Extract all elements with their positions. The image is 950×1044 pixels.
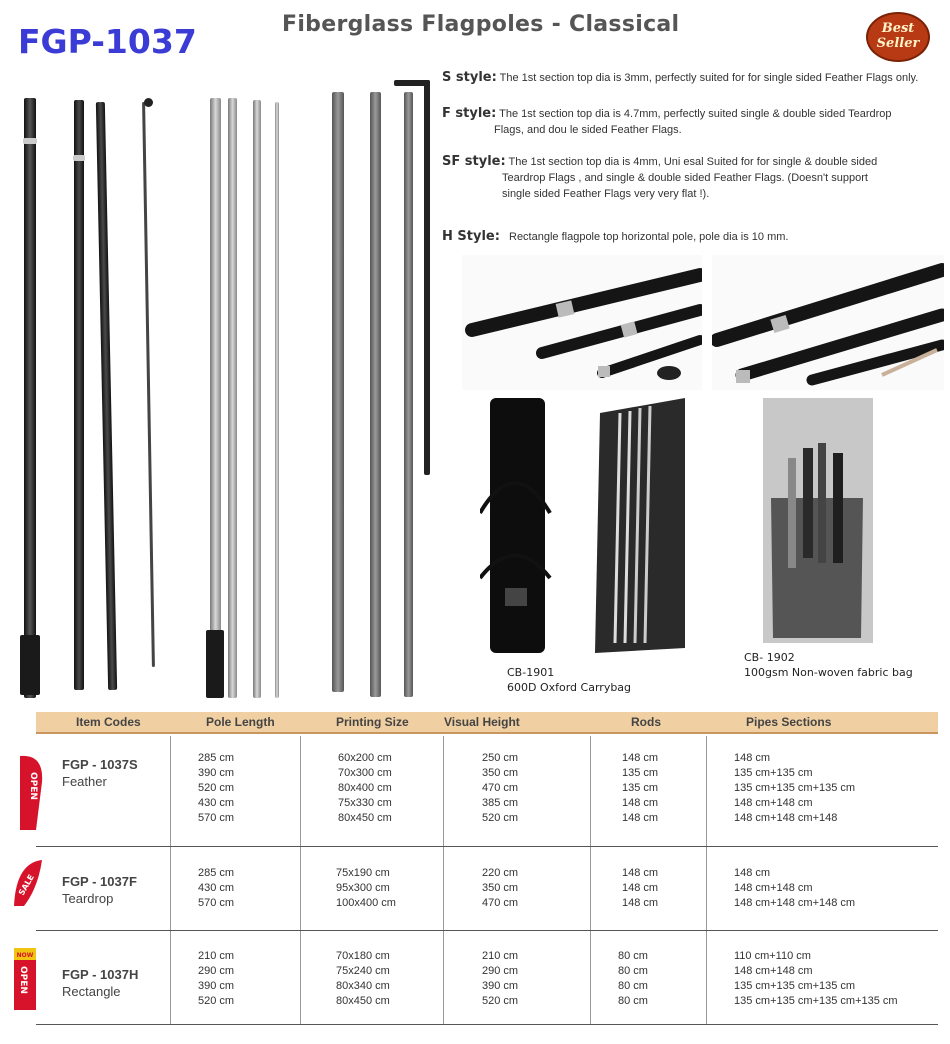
- pole-grip: [206, 630, 224, 698]
- pole-length-cell: [198, 866, 234, 911]
- cell-value: 470 cm: [482, 782, 519, 794]
- feather-flag-text: OPEN: [28, 772, 38, 800]
- item-code-cell: [62, 756, 138, 790]
- cell-value: 135 cm+135 cm+135 cm: [734, 782, 856, 794]
- rectangle-flag-text: OPEN: [18, 966, 28, 994]
- style-desc: Flags, and dou le sided Feather Flags.: [494, 124, 682, 136]
- cell-value: 135 cm: [622, 767, 659, 779]
- carrybag-illustration: [480, 393, 690, 663]
- pole-joints-illustration: [462, 255, 702, 390]
- cell-value: 250 cm: [482, 752, 519, 764]
- product-code-title: FGP-1037: [18, 22, 197, 61]
- cell-value: 110 cm+110 cm: [734, 950, 811, 962]
- cell-value: 80x400 cm: [338, 782, 392, 794]
- black-pole-2: [74, 100, 84, 690]
- nonwoven-bag-illustration: [763, 398, 873, 643]
- grey-pole-2: [370, 92, 381, 697]
- rectangle-flag-icon: [12, 946, 38, 1012]
- cell-value: 75x190 cm: [336, 867, 390, 879]
- bag-desc: 600D Oxford Carrybag: [507, 681, 632, 694]
- h-pole-vertical: [424, 80, 430, 475]
- cell-value: 470 cm: [482, 897, 519, 909]
- black-pole-4: [142, 102, 155, 667]
- bag-desc: 100gsm Non-woven fabric bag: [744, 666, 913, 679]
- cell-value: 430 cm: [198, 797, 235, 809]
- cell-value: 520 cm: [482, 995, 519, 1007]
- cell-value: 520 cm: [198, 995, 235, 1007]
- cell-value: 80 cm: [618, 950, 648, 962]
- cell-value: 70x180 cm: [336, 950, 390, 962]
- silver-pole-4: [275, 102, 279, 698]
- cell-value: 285 cm: [198, 752, 235, 764]
- page-title: Fiberglass Flagpoles - Classical: [282, 12, 680, 37]
- col-divider: [443, 736, 444, 1024]
- cell-value: 290 cm: [198, 965, 235, 977]
- flagpole-photo: [10, 80, 440, 705]
- style-desc: Rectangle flagpole top horizontal pole, pole dia is 10 mm.: [509, 231, 789, 243]
- pipes-cell: [734, 949, 898, 1009]
- pole-joints-illustration: [712, 255, 944, 390]
- cell-value: 148 cm+148 cm: [734, 797, 813, 809]
- col-divider: [706, 736, 707, 1024]
- pipes-cell: [734, 751, 855, 826]
- cell-value: 135 cm: [622, 782, 659, 794]
- cell-value: 80x450 cm: [336, 995, 390, 1007]
- cell-value: 285 cm: [198, 867, 235, 879]
- printing-size-cell: [336, 949, 390, 1009]
- cell-value: 148 cm: [622, 897, 659, 909]
- pole-grip: [20, 635, 40, 695]
- style-label: H Style:: [442, 229, 500, 244]
- col-divider: [590, 736, 591, 1024]
- cell-value: 70x300 cm: [338, 767, 392, 779]
- bag-caption-1901: [507, 665, 631, 695]
- feather-flag-icon: [14, 752, 46, 834]
- cell-value: 350 cm: [482, 767, 519, 779]
- th-pipes-sections: Pipes Sections: [746, 715, 832, 729]
- item-code-cell: [62, 873, 137, 907]
- visual-height-cell: [482, 751, 518, 826]
- cell-value: 80 cm: [618, 980, 648, 992]
- printing-size-cell: [338, 751, 392, 826]
- cell-value: 148 cm+148 cm+148: [734, 812, 838, 824]
- col-divider: [170, 736, 171, 1024]
- visual-height-cell: [482, 866, 518, 911]
- cell-value: 520 cm: [198, 782, 235, 794]
- style-h: [442, 229, 947, 245]
- silver-pole-1: [210, 98, 221, 698]
- style-desc: The 1st section top dia is 3mm, perfectly suited for for single sided Feather Flags only.: [499, 72, 919, 84]
- teardrop-flag-text: SALE: [16, 873, 36, 897]
- cell-value: 148 cm: [622, 882, 659, 894]
- cell-value: 148 cm: [622, 752, 659, 764]
- rods-cell: [622, 751, 658, 826]
- cell-value: 80 cm: [618, 995, 648, 1007]
- cell-value: 210 cm: [482, 950, 519, 962]
- item-type: Teardrop: [62, 891, 114, 906]
- cell-value: 350 cm: [482, 882, 519, 894]
- grey-pole-1: [332, 92, 344, 692]
- black-pole-3: [96, 102, 117, 690]
- bag-code: CB-1901: [507, 666, 555, 679]
- cell-value: 390 cm: [482, 980, 519, 992]
- pipes-cell: [734, 866, 855, 911]
- style-desc: The 1st section top dia is 4.7mm, perfectly suited single & double sided Teardrop: [499, 108, 892, 120]
- spec-table-header: [36, 712, 938, 734]
- bag-caption-1902: [744, 650, 913, 680]
- cell-value: 135 cm+135 cm: [734, 767, 813, 779]
- cell-value: 148 cm: [622, 797, 659, 809]
- cell-value: 570 cm: [198, 812, 235, 824]
- cell-value: 135 cm+135 cm+135 cm: [734, 980, 856, 992]
- cell-value: 390 cm: [198, 767, 235, 779]
- cell-value: 290 cm: [482, 965, 519, 977]
- cell-value: 60x200 cm: [338, 752, 392, 764]
- printing-size-cell: [336, 866, 396, 911]
- best-seller-badge: Best Seller: [866, 12, 930, 62]
- row-divider: [36, 930, 938, 931]
- th-rods: Rods: [631, 715, 661, 729]
- th-visual-height: Visual Height: [444, 715, 520, 729]
- item-code: FGP - 1037F: [62, 874, 137, 889]
- cell-value: 148 cm: [622, 867, 659, 879]
- cell-value: 430 cm: [198, 882, 235, 894]
- item-code: FGP - 1037H: [62, 967, 139, 982]
- silver-pole-3: [253, 100, 261, 698]
- pole-length-cell: [198, 949, 234, 1009]
- silver-pole-2: [228, 98, 237, 698]
- item-code: FGP - 1037S: [62, 757, 138, 772]
- item-type: Rectangle: [62, 984, 121, 999]
- row-divider: [36, 1024, 938, 1025]
- cell-value: 100x400 cm: [336, 897, 396, 909]
- cell-value: 148 cm+148 cm+148 cm: [734, 897, 856, 909]
- bag-code: CB- 1902: [744, 651, 795, 664]
- carrybag-photo: [480, 393, 690, 663]
- teardrop-flag-icon: [10, 858, 46, 908]
- col-divider: [300, 736, 301, 1024]
- cell-value: 520 cm: [482, 812, 519, 824]
- rectangle-flag-text-top: NOW: [16, 952, 34, 959]
- style-label: S style:: [442, 70, 497, 85]
- pole-length-cell: [198, 751, 234, 826]
- cell-value: 148 cm: [734, 867, 771, 879]
- cell-value: 75x240 cm: [336, 965, 390, 977]
- style-sf: [442, 154, 947, 202]
- cell-value: 80x340 cm: [336, 980, 390, 992]
- th-pole-length: Pole Length: [206, 715, 275, 729]
- style-desc: The 1st section top dia is 4mm, Uni esal Suited for for single & double sided: [508, 156, 878, 168]
- pole-tip: [144, 98, 153, 107]
- pole-joint: [73, 155, 85, 161]
- rods-cell: [618, 949, 648, 1009]
- cell-value: 75x330 cm: [338, 797, 392, 809]
- pole-joint: [23, 138, 37, 144]
- cell-value: 135 cm+135 cm+135 cm+135 cm: [734, 995, 898, 1007]
- cell-value: 390 cm: [198, 980, 235, 992]
- pole-joint-photo-2: [712, 255, 944, 390]
- cell-value: 148 cm: [622, 812, 659, 824]
- cell-value: 80x450 cm: [338, 812, 392, 824]
- cell-value: 95x300 cm: [336, 882, 390, 894]
- row-divider: [36, 846, 938, 847]
- nonwoven-bag-photo: [763, 398, 873, 643]
- style-desc: single sided Feather Flags very very flat !).: [502, 188, 710, 200]
- th-item-codes: Item Codes: [76, 715, 141, 729]
- style-label: F style:: [442, 106, 497, 121]
- pole-joint-photo-1: [462, 255, 702, 390]
- cell-value: 80 cm: [618, 965, 648, 977]
- visual-height-cell: [482, 949, 518, 1009]
- cell-value: 148 cm+148 cm: [734, 882, 813, 894]
- cell-value: 210 cm: [198, 950, 235, 962]
- item-code-cell: [62, 966, 138, 1000]
- cell-value: 148 cm+148 cm: [734, 965, 813, 977]
- black-pole-1: [24, 98, 36, 698]
- style-f: [442, 106, 947, 138]
- rods-cell: [622, 866, 658, 911]
- cell-value: 148 cm: [734, 752, 771, 764]
- grey-pole-3: [404, 92, 413, 697]
- th-printing-size: Printing Size: [336, 715, 409, 729]
- style-desc: Teardrop Flags , and single & double sided Feather Flags. (Doesn't support: [502, 172, 868, 184]
- cell-value: 220 cm: [482, 867, 519, 879]
- item-type: Feather: [62, 774, 107, 789]
- style-label: SF style:: [442, 154, 506, 169]
- cell-value: 570 cm: [198, 897, 235, 909]
- style-s: [442, 70, 947, 86]
- cell-value: 385 cm: [482, 797, 519, 809]
